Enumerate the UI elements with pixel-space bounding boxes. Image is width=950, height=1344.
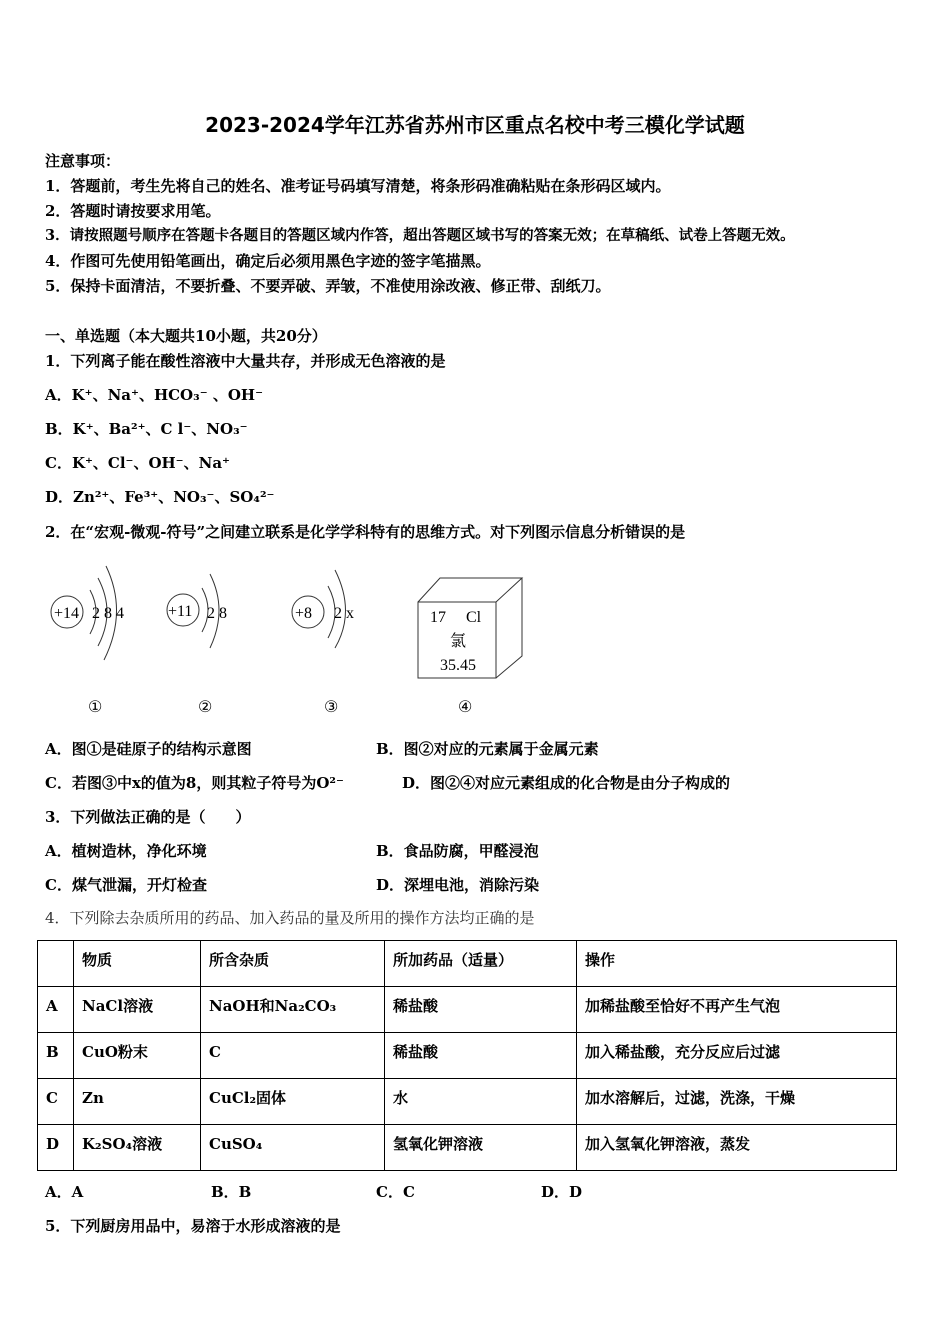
option: C．C xyxy=(376,1183,415,1201)
notice-heading: 注意事项： xyxy=(45,152,121,170)
notice-item: 3．请按照题号顺序在答题卡各题目的答题区域内作答，超出答题区域书写的答案无效；在草稿纸、试卷上答题无效。 xyxy=(45,227,795,244)
option: A．图①是硅原子的结构示意图 xyxy=(45,740,252,758)
atom1-nucleus: +14 xyxy=(54,605,80,622)
cell: CuO粉末 xyxy=(74,1033,201,1079)
atom-structure-diagram xyxy=(40,560,540,730)
table-row xyxy=(38,1079,897,1125)
cell: 稀盐酸 xyxy=(385,1033,577,1079)
atom1-shells: 2 8 4 xyxy=(92,605,124,622)
question-stem: 2．在“宏观-微观-符号”之间建立联系是化学学科特有的思维方式。对下列图示信息分析错误的是 xyxy=(45,523,686,541)
header-cell: 物质 xyxy=(74,941,201,987)
impurity-table xyxy=(37,940,897,1171)
question-stem: 4．下列除去杂质所用的药品、加入药品的量及所用的操作方法均正确的是 xyxy=(45,909,535,927)
atom2-nucleus: +11 xyxy=(168,603,193,620)
table-row xyxy=(38,987,897,1033)
atom2-shells: 2 8 xyxy=(207,605,227,622)
cell: C xyxy=(201,1033,385,1079)
header-cell: 操作 xyxy=(577,941,897,987)
notice-item: 4．作图可先使用铅笔画出，确定后必须用黑色字迹的签字笔描黑。 xyxy=(45,252,491,270)
section-heading: 一、单选题（本大题共10小题，共20分） xyxy=(45,327,327,345)
option: C．若图③中x的值为8，则其粒子符号为O²⁻ xyxy=(45,774,344,792)
element-symbol: Cl xyxy=(466,609,482,626)
option: D．D xyxy=(541,1183,583,1201)
cell: 稀盐酸 xyxy=(385,987,577,1033)
option: A．K⁺、Na⁺、HCO₃⁻ 、OH⁻ xyxy=(45,386,263,404)
cell: CuCl₂固体 xyxy=(201,1079,385,1125)
option: B．K⁺、Ba²⁺、C l⁻、NO₃⁻ xyxy=(45,420,248,438)
notice-item: 1．答题前，考生先将自己的姓名、准考证号码填写清楚，将条形码准确粘贴在条形码区域内。 xyxy=(45,177,671,195)
cell: 加稀盐酸至恰好不再产生气泡 xyxy=(577,987,897,1033)
header-cell xyxy=(38,941,74,987)
cell: 加入氢氧化钾溶液，蒸发 xyxy=(577,1125,897,1171)
option: C．煤气泄漏，开灯检查 xyxy=(45,876,207,894)
cell: 加水溶解后，过滤，洗涤，干燥 xyxy=(577,1079,897,1125)
cell: B xyxy=(38,1033,74,1079)
atom3-nucleus: +8 xyxy=(295,605,313,622)
atom3-shells: 2 x xyxy=(334,605,354,622)
table-row xyxy=(38,1125,897,1171)
option: D．Zn²⁺、Fe³⁺、NO₃⁻、SO₄²⁻ xyxy=(45,488,275,506)
notice-item: 2．答题时请按要求用笔。 xyxy=(45,202,221,220)
figure-label: ② xyxy=(198,699,213,716)
page-title: 2023-2024学年江苏省苏州市区重点名校中考三模化学试题 xyxy=(205,113,745,137)
table-header-row xyxy=(38,941,897,987)
option: B．食品防腐，甲醛浸泡 xyxy=(376,842,539,860)
table-row xyxy=(38,1033,897,1079)
cell: 加入稀盐酸，充分反应后过滤 xyxy=(577,1033,897,1079)
cell: CuSO₄ xyxy=(201,1125,385,1171)
question-stem: 1．下列离子能在酸性溶液中大量共存，并形成无色溶液的是 xyxy=(45,352,446,370)
header-cell: 所加药品（适量） xyxy=(385,941,577,987)
option: B．B xyxy=(211,1183,252,1201)
cell: NaOH和Na₂CO₃ xyxy=(201,987,385,1033)
notice-item: 5．保持卡面清洁，不要折叠、不要弄破、弄皱，不准使用涂改液、修正带、刮纸刀。 xyxy=(45,277,611,295)
cell: A xyxy=(38,987,74,1033)
header-cell: 所含杂质 xyxy=(201,941,385,987)
option: D．图②④对应元素组成的化合物是由分子构成的 xyxy=(402,774,731,792)
element-number: 17 xyxy=(430,609,446,626)
cell: NaCl溶液 xyxy=(74,987,201,1033)
question-stem: 3．下列做法正确的是（ ） xyxy=(45,808,251,826)
option: D．深埋电池，消除污染 xyxy=(376,876,540,894)
cell: D xyxy=(38,1125,74,1171)
option: C．K⁺、Cl⁻、OH⁻、Na⁺ xyxy=(45,454,230,472)
element-name: 氯 xyxy=(450,633,467,650)
cell: 氢氧化钾溶液 xyxy=(385,1125,577,1171)
option: B．图②对应的元素属于金属元素 xyxy=(376,740,599,758)
option: A．A xyxy=(45,1183,84,1201)
element-mass: 35.45 xyxy=(440,657,476,674)
figure-label: ① xyxy=(88,699,103,716)
cell: 水 xyxy=(385,1079,577,1125)
cell: Zn xyxy=(74,1079,201,1125)
cell: C xyxy=(38,1079,74,1125)
cell: K₂SO₄溶液 xyxy=(74,1125,201,1171)
figure-label: ③ xyxy=(324,699,339,716)
option: A．植树造林，净化环境 xyxy=(45,842,207,860)
figure-label: ④ xyxy=(458,699,473,716)
question-stem: 5．下列厨房用品中，易溶于水形成溶液的是 xyxy=(45,1217,341,1235)
